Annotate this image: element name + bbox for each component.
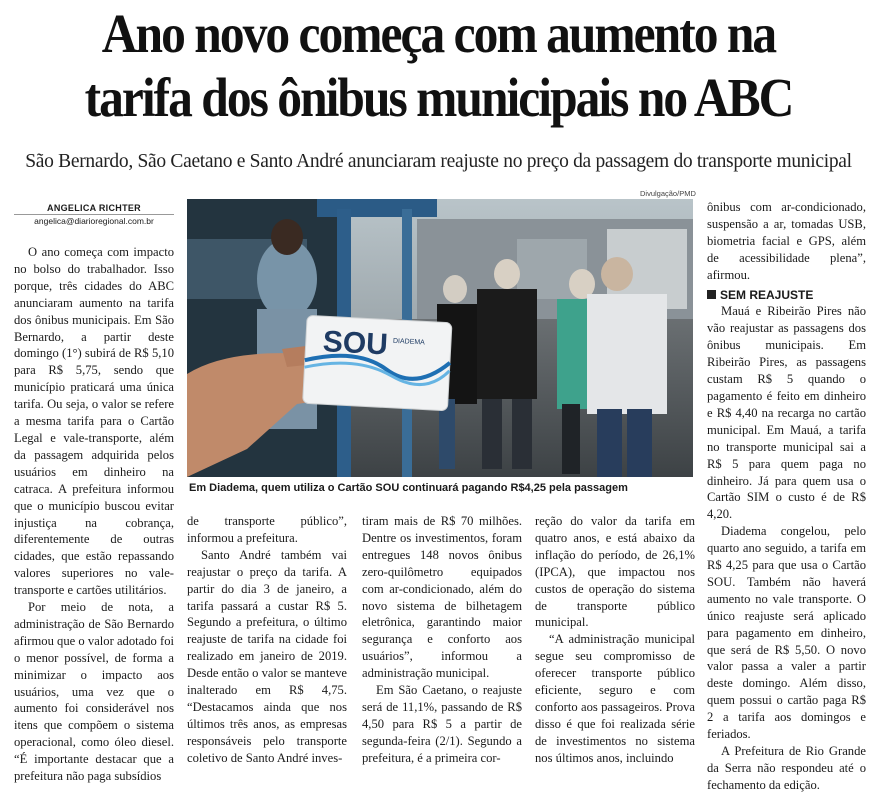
paragraph: Santo André também vai reajustar o preço da tarifa. A partir do dia 3 de janeiro, a tarifa passará a custar R$ 5. Segundo a prefeitura, o último reajuste de tarifa na cidade foi realizado em janeiro de 2019. Desde então o valor se manteve inalterado em R$ 4,75. “Destacamos ainda que nos últimos três anos, as empresas responsáveis pelo transporte coletivo de Santo André inves- [187, 547, 347, 765]
paragraph: A Prefeitura de Rio Grande da Serra não respondeu até o fechamento da edição. [707, 744, 866, 792]
paragraph: ônibus com ar-condicionado, suspensão a ar, tomadas USB, biometria facial e GPS, além de acessibilidade plena”, afirmou. [707, 200, 866, 282]
paragraph: reção do valor da tarifa em quatro anos, e está abaixo da inflação do período, de 26,1% (IPCA), que impactou nos custos de operação do sistema de transporte público municipal. [535, 514, 695, 630]
headline-line-2: tarifa dos ônibus municipais no ABC [84, 67, 793, 128]
paragraph: Mauá e Ribeirão Pires não vão reajustar as passagens dos ônibus municipais. Em Ribeirão Pires, as passagens custam R$ 5 quando o pagamento é feito em dinheiro e R$ 4,40 na recarga no cartão municipal. Em Mauá, a tarifa no transporte municipal sai a R$ 5 para quem paga no dinheiro. Já para quem usa o Cartão SIM o custo é de R$ 4,20. [707, 304, 866, 522]
card-logo: SOU [321, 325, 389, 362]
author-email: angelica@diarioregional.com.br [14, 214, 174, 226]
paragraph: Diadema congelou, pelo quarto ano seguido, a tarifa em R$ 4,25 para que usa o Cartão SOU. Também não haverá aumento no vale transporte. O único reajuste será aplicado para pagamento em dinheiro, que será de R$ 5,50. O novo valor passa a valer a partir deste domingo. Além disso, quem possui o cartão paga R$ 2 a tarifa aos domingos e feriados. [707, 524, 866, 742]
article-photo [187, 199, 693, 477]
paragraph: tiram mais de R$ 70 milhões. Dentre os investimentos, foram entregues 148 novos ônibus zero-quilômetro equipados com ar-condicionado, além do novo sistema de bilhetagem eletrônica, garantindo maior segurança e conforto aos usuários”, informou a administração municipal. [362, 514, 522, 681]
subheadline: São Bernardo, São Caetano e Santo André anunciaram reajuste no preço da passagem do transporte municipal [25, 151, 852, 172]
paragraph: Em São Caetano, o reajuste será de 11,1%, passando de R$ 4,50 para R$ 5 a partir de segunda-feira (2/1). Segundo a prefeitura, é a primeira cor- [362, 683, 522, 765]
column-2 [187, 513, 347, 767]
square-bullet-icon [707, 290, 716, 299]
column-4 [535, 513, 695, 767]
section-heading [707, 287, 866, 304]
section-heading-label: SEM REAJUSTE [720, 287, 814, 302]
paragraph: “A administração municipal segue seu compromisso de oferecer transporte público eficiente, seguro e com conforto aos passageiros. Prova disso é que foi realizada série de investimentos no sistema nos últimos anos, incluindo [535, 632, 695, 765]
author-name: ANGELICA RICHTER [47, 203, 141, 213]
bus-stop-scene-image [187, 199, 693, 477]
photo-credit: Divulgação/PMD [640, 189, 696, 198]
paragraph: de transporte público”, informou a prefeitura. [187, 514, 347, 545]
paragraph: Por meio de nota, a administração de São Bernardo afirmou que o valor adotado foi o menor possível, de forma a minimizar o impacto aos usuários, uma vez que o aumento foi considerável nos itens que compõem o sistema operacional, como óleo diesel. “É importante destacar que a prefeitura não paga subsídios [14, 600, 174, 784]
paragraph: O ano começa com impacto no bolso do trabalhador. Isso porque, três cidades do ABC anunciaram aumento na tarifa dos ônibus municipais. Em São Bernardo, a partir deste domingo (1°) subirá de R$ 5,10 para R$ 5,75, sendo que município praticará uma única tarifa. Ou seja, o valor se refere a mesma tarifa para o Cartão Legal e vale-transporte, além da passagem adquirida pelos usuários em dinheiro na catraca. A prefeitura informou que o município buscou evitar injustiça na cobrança, diferentemente de outras cidades, que estão repassando valores superiores no vale-transporte e cartões utilitários. [14, 245, 174, 598]
card-city: DIADEMA [392, 337, 425, 347]
column-5 [707, 199, 866, 794]
column-3 [362, 513, 522, 767]
column-1 [14, 244, 174, 785]
headline-line-1: Ano novo começa com aumento na [101, 3, 776, 64]
photo-caption: Em Diadema, quem utiliza o Cartão SOU continuará pagando R$4,25 pela passagem [187, 477, 693, 499]
headline [51, 2, 826, 130]
byline [14, 203, 174, 226]
